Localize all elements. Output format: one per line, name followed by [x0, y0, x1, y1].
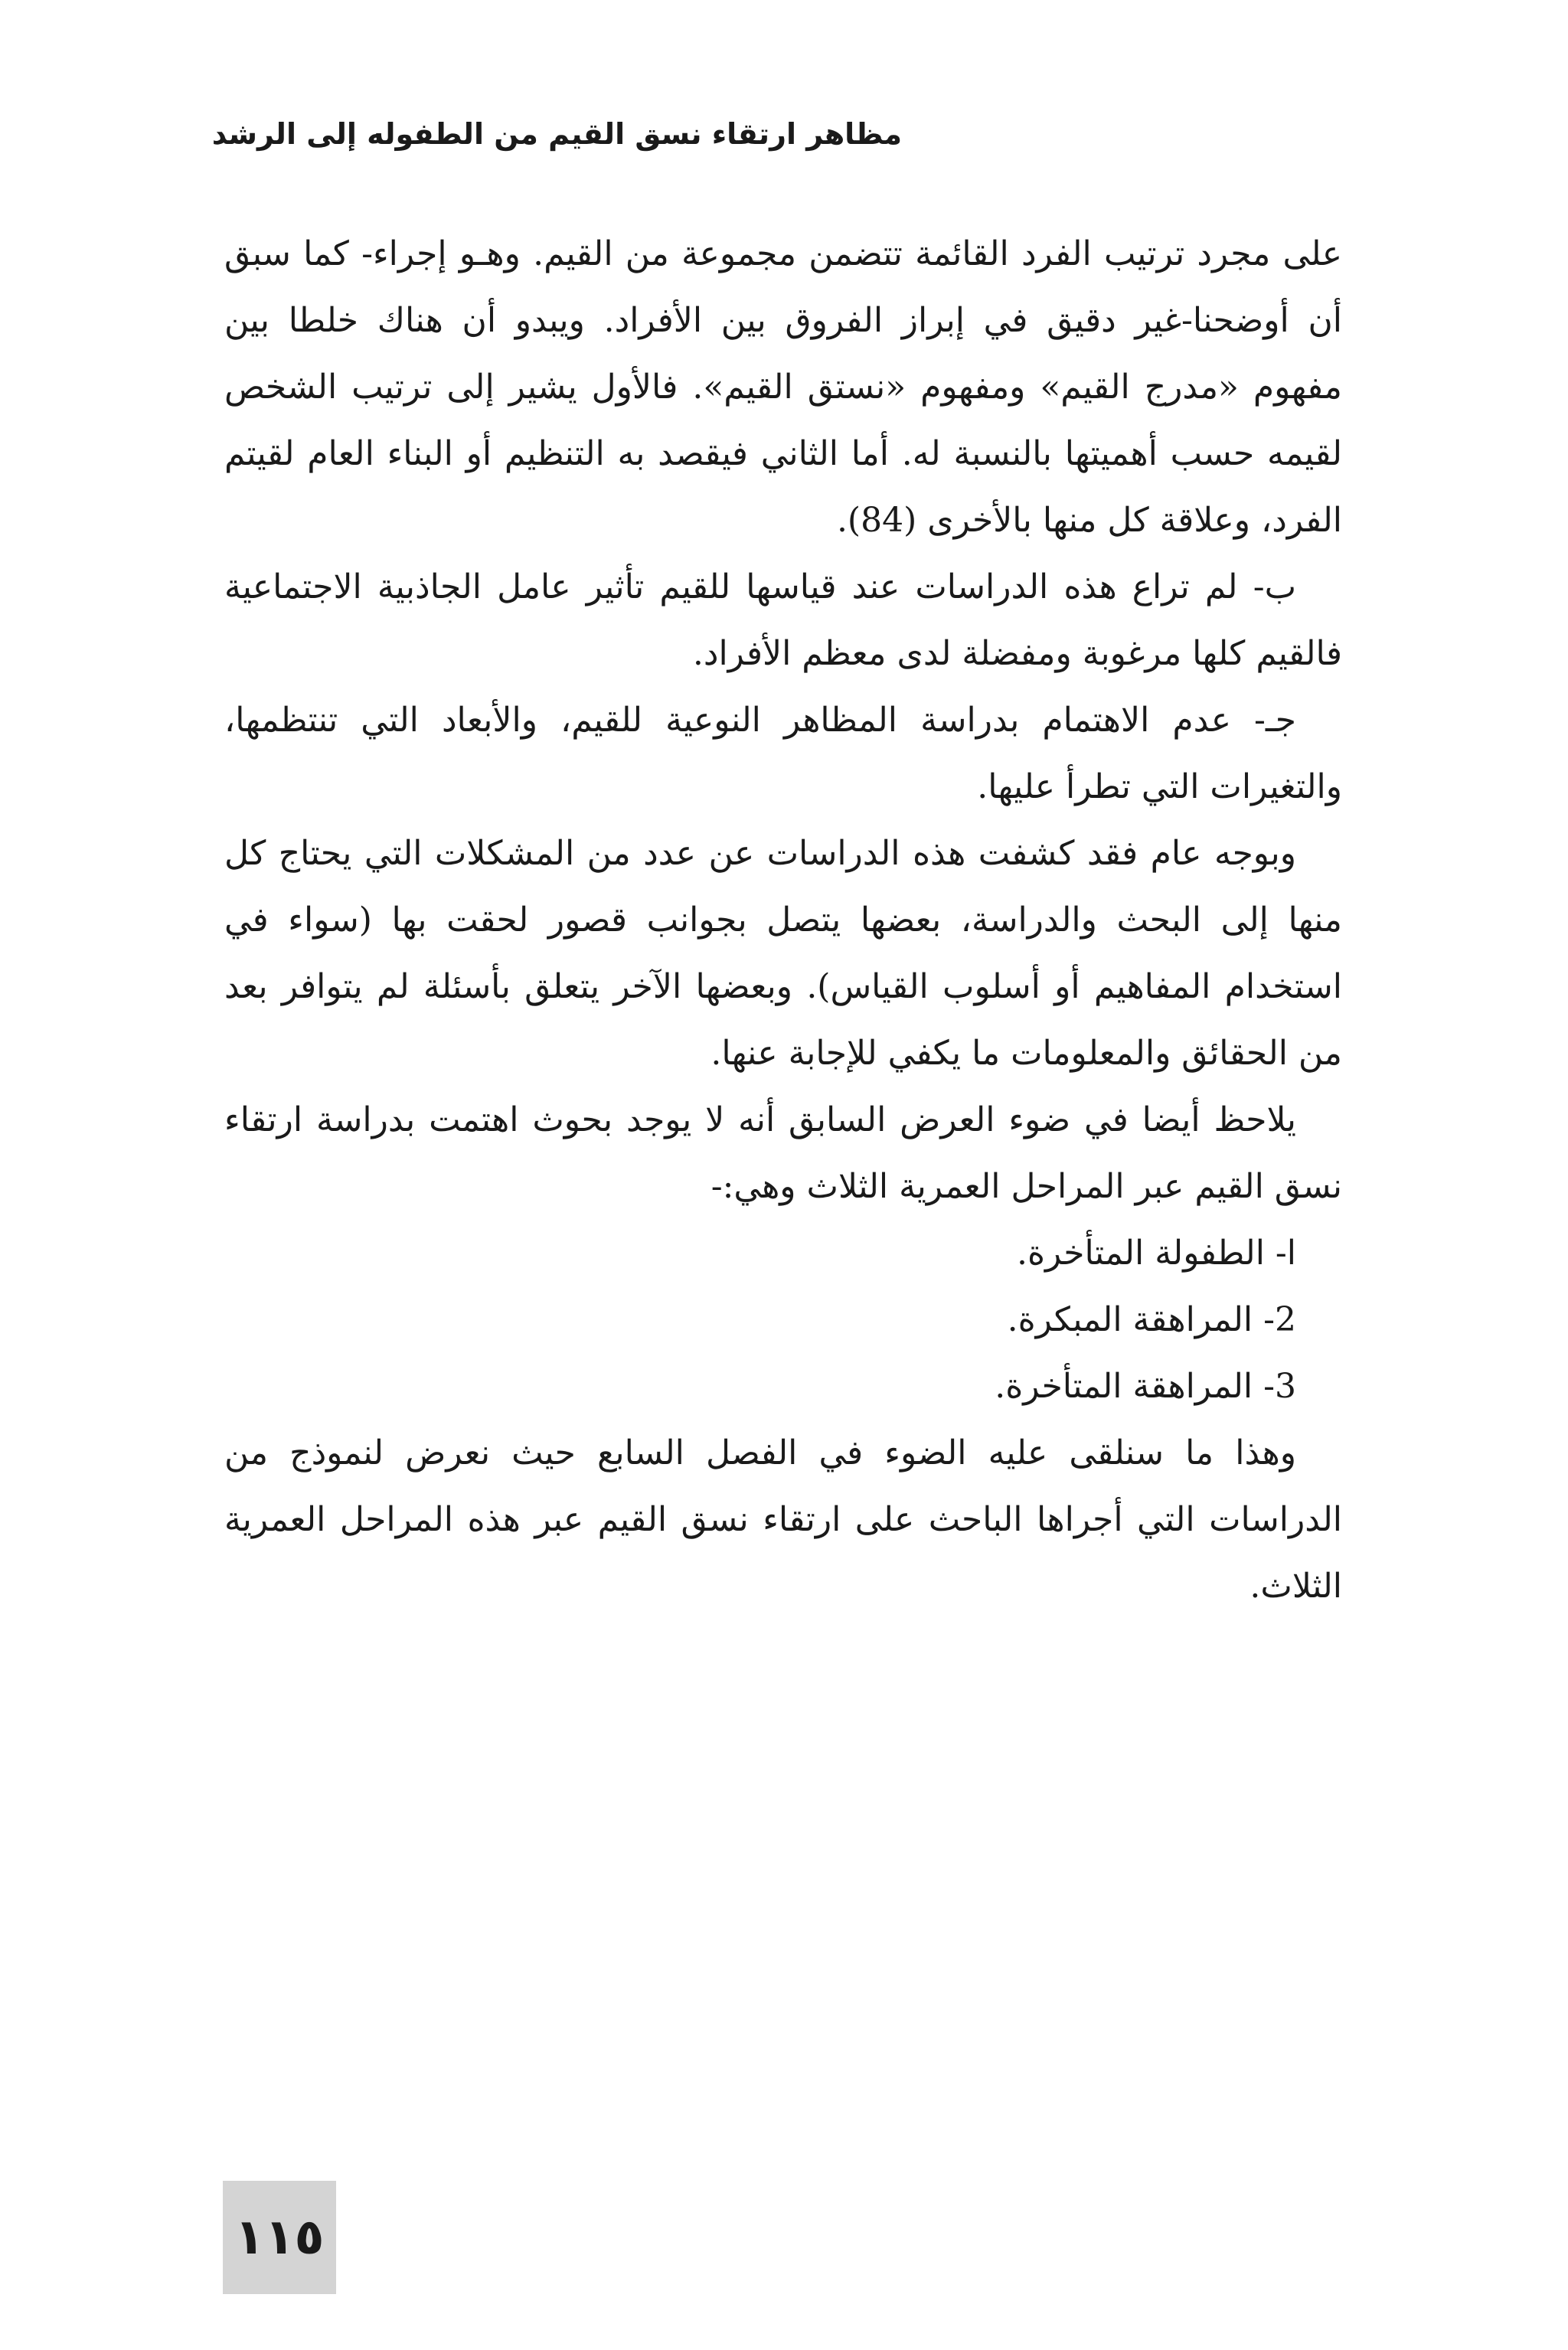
page-number: ١١٥	[234, 2209, 325, 2266]
list-item: 3- المراهقة المتأخرة.	[995, 1367, 1296, 1406]
stages-list	[224, 1220, 1342, 1420]
paragraph-2: ب- لم تراع هذه الدراسات عند قياسها للقيم تأثير عامل الجاذبية الاجتماعية فالقيم كلها مرغوبة ومفضلة لدى معظم الأفراد.	[224, 567, 1342, 673]
paragraph-6: وهذا ما سنلقى عليه الضوء في الفصل السابع حيث نعرض لنموذج من الدراسات التي أجراها الباحث على ارتقاء نسق القيم عبر هذه المراحل العمرية الثلاث.	[224, 1433, 1342, 1606]
paragraph-1: على مجرد ترتيب الفرد القائمة تتضمن مجموعة من القيم. وهـو إجراء- كما سبق أن أوضحنا-غير دقيق في إبراز الفروق بين الأفراد. ويبدو أن هناك خلطا بين مفهوم «مدرج القيم» ومفهوم «نستق القيم». فالأول يشير إلى ترتيب الشخص لقيمه حسب أهميتها بالنسبة له. أما الثاني فيقصد به التنظيم أو البناء العام لقيتم الفرد، وعلاقة كل منها بالأخرى (84).	[224, 234, 1342, 540]
list-item: 2- المراهقة المبكرة.	[1007, 1300, 1296, 1339]
paragraph-3: جـ- عدم الاهتمام بدراسة المظاهر النوعية للقيم، والأبعاد التي تنتظمها، والتغيرات التي تطرأ عليها.	[224, 701, 1342, 806]
body-text	[224, 221, 1342, 1620]
list-item: ا- الطفولة المتأخرة.	[1016, 1234, 1296, 1273]
paragraph-5: يلاحظ أيضا في ضوء العرض السابق أنه لا يوجد بحوث اهتمت بدراسة ارتقاء نسق القيم عبر المراحل العمرية الثلاث وهي:-	[224, 1100, 1342, 1206]
running-header: مظاهر ارتقاء نسق القيم من الطفوله إلى الرشد	[211, 117, 902, 151]
page-number-box	[223, 2181, 336, 2294]
paragraph-4: وبوجه عام فقد كشفت هذه الدراسات عن عدد من المشكلات التي يحتاج كل منها إلى البحث والدراسة، بعضها يتصل بجوانب قصور لحقت بها (سواء في استخدام المفاهيم أو أسلوب القياس). وبعضها الآخر يتعلق بأسئلة لم يتوافر بعد من الحقائق والمعلومات ما يكفي للإجابة عنها.	[224, 834, 1342, 1073]
